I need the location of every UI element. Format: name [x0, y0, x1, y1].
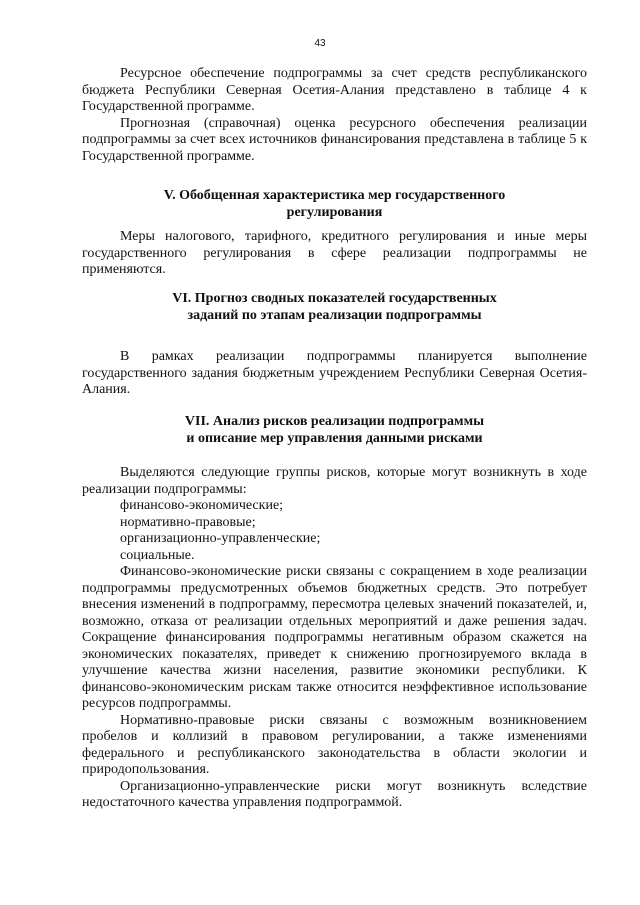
- legal-risks-paragraph: Нормативно-правовые риски связаны с возможным возникновением пробелов и коллизий в правовом регулировании, а также изменениями федерального и республиканского законодательства в области экологии и природопользования.: [82, 712, 587, 777]
- list-item: нормативно-правовые;: [120, 514, 256, 530]
- section-5-body: [82, 229, 587, 279]
- list-item: социальные.: [120, 547, 195, 563]
- list-item: организационно-управленческие;: [120, 531, 321, 546]
- section-7-heading-line-2: и описание мер управления данными рисками: [186, 430, 483, 446]
- section-7-heading-line-1: VII. Анализ рисков реализации подпрограммы: [184, 414, 485, 429]
- section-5-paragraph: Меры налогового, тарифного, кредитного регулирования и иные меры государственного регулирования в сфере реализации подпрограммы не применяются.: [82, 229, 587, 277]
- section-6-body: [82, 349, 587, 399]
- intro-paragraph-2: Прогнозная (справочная) оценка ресурсного обеспечения реализации подпрограммы за счет всех источников финансирования представлена в таблице 5 к Государственной программе.: [82, 115, 587, 164]
- section-7-heading: [82, 414, 587, 447]
- section-5-heading-line-1: V. Обобщенная характеристика мер государственного: [163, 188, 506, 203]
- section-7-lead: Выделяются следующие группы рисков, которые могут возникнуть в ходе реализации подпрограммы:: [82, 465, 587, 497]
- management-risks-paragraph: Организационно-управленческие риски могут возникнуть вследствие недостаточного качества управления подпрограммой.: [82, 778, 587, 810]
- section-6-paragraph: В рамках реализации подпрограммы планируется выполнение государственного задания бюджетным учреждением Республики Северная Осетия-Алания.: [82, 349, 587, 397]
- list-item: финансово-экономические;: [120, 498, 284, 513]
- risk-group-list: [82, 498, 587, 564]
- section-7-body: [82, 465, 587, 812]
- section-5-heading: [82, 188, 587, 221]
- financial-risks-paragraph: Финансово-экономические риски связаны с сокращением в ходе реализации подпрограммы предусмотренных объемов бюджетных средств. Это потребует внесения изменений в подпрограмму, пересмотра целевых значений показателей, и, возможно, отказа от реализации отдельных мероприятий и даже решения задач. Сокращение финансирования подпрограммы негативным образом скажется на экономических показателях, приведет к снижению прогнозируемого вклада в улучшение качества жизни населения, развитие экономики республики. К финансово-экономическим рискам также относится неэффективное использование ресурсов подпрограммы.: [82, 564, 587, 711]
- intro-block: [82, 66, 587, 165]
- section-5-heading-line-2: регулирования: [286, 204, 383, 220]
- section-6-heading-line-2: заданий по этапам реализации подпрограммы: [187, 307, 482, 323]
- section-6-heading: [82, 291, 587, 324]
- page-number: 43: [314, 38, 326, 49]
- section-6-heading-line-1: VI. Прогноз сводных показателей государственных: [172, 291, 497, 306]
- intro-paragraph-1: Ресурсное обеспечение подпрограммы за счет средств республиканского бюджета Республики Северная Осетия-Алания представлено в таблице 4 к Государственной программе.: [82, 66, 587, 114]
